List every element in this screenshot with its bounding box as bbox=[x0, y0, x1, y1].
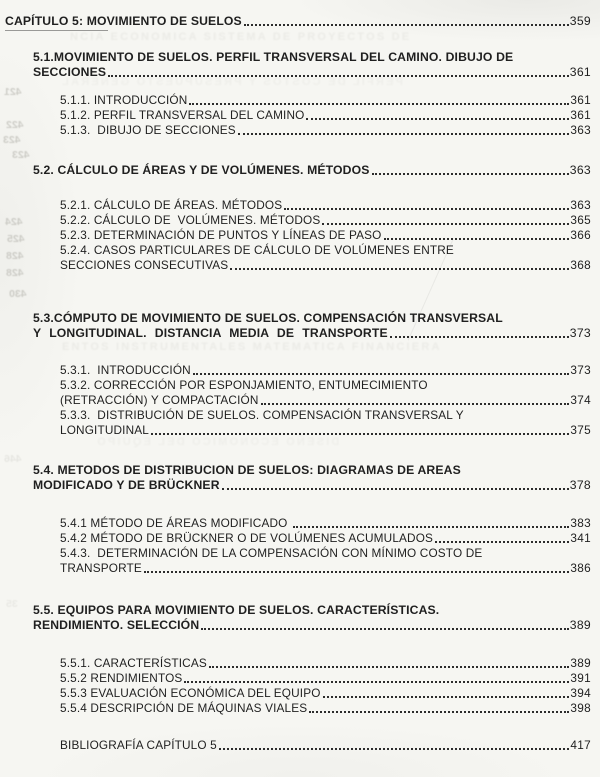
toc-entry-text: 5.3.3. DISTRIBUCIÓN DE SUELOS. COMPENSACIÓN TRANSVERSAL Y bbox=[60, 408, 464, 422]
toc-page-number: 374 bbox=[570, 393, 591, 407]
toc-entry-text: 5.1.1. INTRODUCCIÓN bbox=[60, 93, 188, 107]
toc-entry-5-4 bbox=[33, 463, 591, 493]
toc-line bbox=[60, 393, 591, 408]
toc-entry-5-5-1 bbox=[60, 656, 591, 671]
bleedthrough-page-number: 425 bbox=[7, 233, 25, 245]
bleedthrough-artifact: PERFIL DE COSTOS Y PRESUPUESTO GENERAL bbox=[60, 76, 403, 88]
bleedthrough-page-number: 35 bbox=[6, 598, 18, 610]
toc-page-number: 361 bbox=[569, 65, 591, 79]
toc-entry-5-5-2 bbox=[60, 671, 591, 686]
toc-page-number: 341 bbox=[570, 531, 591, 545]
toc-entry-text: 5.5.3 EVALUACIÓN ECONÓMICA DEL EQUIPO bbox=[60, 686, 321, 700]
toc-line bbox=[60, 738, 591, 753]
bleedthrough-page-number: 423 bbox=[3, 134, 21, 146]
toc-line bbox=[60, 228, 591, 243]
toc-line bbox=[33, 618, 591, 633]
toc-entry-text: 5.2. CÁLCULO DE ÁREAS Y DE VOLÚMENES. MÉTODOS bbox=[33, 163, 370, 177]
toc-entry-text: LONGITUDINAL bbox=[60, 423, 149, 437]
toc-page-number: 363 bbox=[570, 198, 591, 212]
toc-entry-5-3-1 bbox=[60, 363, 591, 378]
toc-line bbox=[60, 546, 591, 561]
toc-page-number: 378 bbox=[569, 478, 591, 492]
toc-line bbox=[33, 65, 591, 80]
dot-leader bbox=[184, 681, 569, 683]
toc-line bbox=[33, 50, 591, 65]
bleedthrough-page-number: 428 bbox=[6, 267, 24, 279]
dot-leader bbox=[322, 223, 569, 225]
toc-line bbox=[60, 108, 591, 123]
bleedthrough-artifact: DISEÑO ECONOMICO DEL EQUIPO bbox=[95, 436, 340, 448]
toc-entry-text: 5.1.MOVIMIENTO DE SUELOS. PERFIL TRANSVERSAL DEL CAMINO. DIBUJO DE bbox=[33, 50, 514, 64]
toc-page-number: 391 bbox=[570, 671, 591, 685]
toc-line bbox=[60, 123, 591, 138]
toc-page-number: 373 bbox=[569, 326, 591, 340]
toc-entry-5-1-3 bbox=[60, 123, 591, 138]
toc-line bbox=[60, 93, 591, 108]
toc-entry-text: 5.5.2 RENDIMIENTOS bbox=[60, 671, 183, 685]
toc-page-number: 394 bbox=[570, 686, 591, 700]
toc-entry-text: 5.4.3. DETERMINACIÓN DE LA COMPENSACIÓN CON MÍNIMO COSTO DE bbox=[60, 546, 483, 560]
toc-entry-5-1-2 bbox=[60, 108, 591, 123]
toc-entry-text: 5.1.2. PERFIL TRANSVERSAL DEL CAMINO bbox=[60, 108, 305, 122]
dot-leader bbox=[284, 208, 569, 210]
toc-entry-5-2-2 bbox=[60, 213, 591, 228]
dot-leader bbox=[306, 118, 569, 120]
toc-entry-5-4-1 bbox=[60, 516, 591, 531]
toc-line bbox=[60, 671, 591, 686]
toc-line bbox=[60, 408, 591, 423]
dot-leader bbox=[201, 628, 568, 630]
toc-line bbox=[60, 198, 591, 213]
dot-leader bbox=[222, 488, 569, 490]
dot-leader bbox=[261, 403, 570, 405]
toc-page-number: 359 bbox=[569, 14, 591, 28]
toc-entry-5-2-3 bbox=[60, 228, 591, 243]
toc-entry-text: BIBLIOGRAFÍA CAPÍTULO 5 bbox=[60, 738, 217, 752]
toc-line bbox=[60, 561, 591, 576]
toc-entry-text: SECCIONES bbox=[33, 65, 107, 79]
toc-page-number: 375 bbox=[570, 423, 591, 437]
toc-entry-text: 5.4. METODOS DE DISTRIBUCION DE SUELOS: DIAGRAMAS DE AREAS bbox=[33, 463, 461, 477]
bleedthrough-page-number: 428 bbox=[6, 250, 24, 262]
toc-line bbox=[60, 258, 591, 273]
bleedthrough-page-number: 430 bbox=[9, 288, 27, 300]
dot-leader bbox=[144, 571, 569, 573]
toc-line bbox=[60, 243, 591, 258]
toc-line bbox=[60, 701, 591, 716]
dot-leader bbox=[189, 103, 569, 105]
toc-entry-text: 5.3.CÓMPUTO DE MOVIMIENTO DE SUELOS. COMPENSACIÓN TRANSVERSAL bbox=[33, 311, 503, 325]
toc-line bbox=[33, 603, 591, 618]
toc-page-number: 363 bbox=[570, 123, 591, 137]
toc-entry-text: 5.3.1. INTRODUCCIÓN bbox=[60, 363, 191, 377]
toc-entry-5-5-3 bbox=[60, 686, 591, 701]
toc-entry-text: 5.5. EQUIPOS PARA MOVIMIENTO DE SUELOS. CARACTERÍSTICAS. bbox=[33, 603, 440, 617]
toc-line bbox=[33, 463, 591, 478]
bleedthrough-page-number: 446 bbox=[4, 453, 22, 465]
bleedthrough-page-number: 424 bbox=[5, 216, 23, 228]
dot-leader bbox=[230, 268, 569, 270]
toc-line bbox=[60, 363, 591, 378]
dot-leader bbox=[108, 75, 569, 77]
dot-leader bbox=[293, 526, 570, 528]
toc-entry-5-1 bbox=[33, 50, 591, 80]
toc-line bbox=[60, 378, 591, 393]
toc-page-number: 398 bbox=[570, 701, 591, 715]
toc-line bbox=[33, 478, 591, 493]
toc-entry-text: (RETRACCIÓN) Y COMPACTACIÓN bbox=[60, 393, 259, 407]
dot-leader bbox=[323, 696, 570, 698]
toc-entry-5-3-2 bbox=[60, 378, 591, 408]
toc-page-number: 363 bbox=[569, 163, 591, 177]
dot-leader bbox=[244, 24, 569, 26]
toc-entry-text: 5.2.3. DETERMINACIÓN DE PUNTOS Y LÍNEAS DE PASO bbox=[60, 228, 382, 242]
toc-entry-text: TRANSPORTE bbox=[60, 561, 142, 575]
toc-page-number: 373 bbox=[570, 363, 591, 377]
toc-entry-5-3-3 bbox=[60, 408, 591, 438]
toc-entry-5-3 bbox=[33, 311, 591, 341]
toc-entry-5-2 bbox=[33, 163, 591, 178]
toc-entry-text: 5.2.1. CÁLCULO DE ÁREAS. MÉTODOS bbox=[60, 198, 283, 212]
dot-leader bbox=[193, 373, 570, 375]
toc-entry-5-4-3 bbox=[60, 546, 591, 576]
toc-page-number: 383 bbox=[570, 516, 591, 530]
toc-entry-chapter-5 bbox=[5, 14, 591, 29]
toc-line bbox=[60, 213, 591, 228]
toc-entry-text: 5.2.4. CASOS PARTICULARES DE CÁLCULO DE VOLÚMENES ENTRE bbox=[60, 243, 454, 257]
bleedthrough-page-number: 422 bbox=[6, 119, 24, 131]
dot-leader bbox=[372, 173, 569, 175]
toc-page-number: 365 bbox=[570, 213, 591, 227]
dot-leader bbox=[435, 541, 569, 543]
toc-entry-text: 5.4.2 MÉTODO DE BRÜCKNER O DE VOLÚMENES ACUMULADOS bbox=[60, 531, 434, 545]
toc-entry-text: 5.5.4 DESCRIPCIÓN DE MÁQUINAS VIALES bbox=[60, 701, 308, 715]
toc-page-number: 368 bbox=[570, 258, 591, 272]
toc-entry-text: 5.2.2. CÁLCULO DE VOLÚMENES. MÉTODOS bbox=[60, 213, 321, 227]
dot-leader bbox=[390, 336, 569, 338]
toc-page-number: 389 bbox=[570, 656, 591, 670]
toc-page-number: 389 bbox=[569, 618, 591, 632]
toc-entry-5-5 bbox=[33, 603, 591, 633]
toc-line bbox=[33, 163, 591, 178]
toc-page-number: 417 bbox=[570, 738, 591, 752]
toc-line bbox=[60, 531, 591, 546]
toc-line bbox=[33, 326, 591, 341]
toc-line bbox=[60, 656, 591, 671]
bleedthrough-page-number: 423 bbox=[12, 149, 30, 161]
dot-leader bbox=[384, 238, 570, 240]
toc-entry-5-4-2 bbox=[60, 531, 591, 546]
toc-entry-text: 5.3.2. CORRECCIÓN POR ESPONJAMIENTO, ENTUMECIMIENTO bbox=[60, 378, 428, 392]
toc-entry-5-2-1 bbox=[60, 198, 591, 213]
bleedthrough-page-number: 421 bbox=[4, 86, 22, 98]
toc-entry-bibliografia bbox=[60, 738, 591, 753]
dot-leader bbox=[151, 433, 569, 435]
bleedthrough-artifact: NCIA ECONOMICA SISTEMA DE PROYECTOS DE bbox=[70, 31, 412, 43]
bleedthrough-artifact: ENTOS INSTRUMENTALES MATEMATICA FINANCIERA bbox=[62, 341, 442, 353]
dot-leader bbox=[209, 666, 570, 668]
dot-leader bbox=[309, 711, 569, 713]
toc-line bbox=[33, 311, 591, 326]
toc-page-number: 366 bbox=[570, 228, 591, 242]
dot-leader bbox=[219, 748, 570, 750]
toc-entry-5-5-4 bbox=[60, 701, 591, 716]
toc-entry-5-2-4 bbox=[60, 243, 591, 273]
toc-line bbox=[60, 516, 591, 531]
toc-entry-text: 5.5.1. CARACTERÍSTICAS bbox=[60, 656, 207, 670]
dot-leader bbox=[238, 133, 570, 135]
toc-page-number: 361 bbox=[570, 93, 591, 107]
toc-entry-text: CAPÍTULO 5: MOVIMIENTO DE SUELOS bbox=[5, 14, 242, 28]
toc-entry-text: 5.1.3. DIBUJO DE SECCIONES bbox=[60, 123, 236, 137]
toc-entry-text: Y LONGITUDINAL. DISTANCIA MEDIA DE TRANSPORTE bbox=[33, 326, 388, 340]
toc-entry-text: MODIFICADO Y DE BRÜCKNER bbox=[33, 478, 220, 492]
toc-page-number: 386 bbox=[570, 561, 591, 575]
toc-entry-5-1-1 bbox=[60, 93, 591, 108]
toc-line bbox=[60, 686, 591, 701]
toc-page-number: 361 bbox=[570, 108, 591, 122]
toc-line bbox=[60, 423, 591, 438]
toc-line bbox=[5, 14, 591, 29]
toc-entry-text: RENDIMIENTO. SELECCIÓN bbox=[33, 618, 200, 632]
toc-entry-text: SECCIONES CONSECUTIVAS bbox=[60, 258, 229, 272]
toc-entry-text: 5.4.1 MÉTODO DE ÁREAS MODIFICADO bbox=[60, 516, 291, 530]
